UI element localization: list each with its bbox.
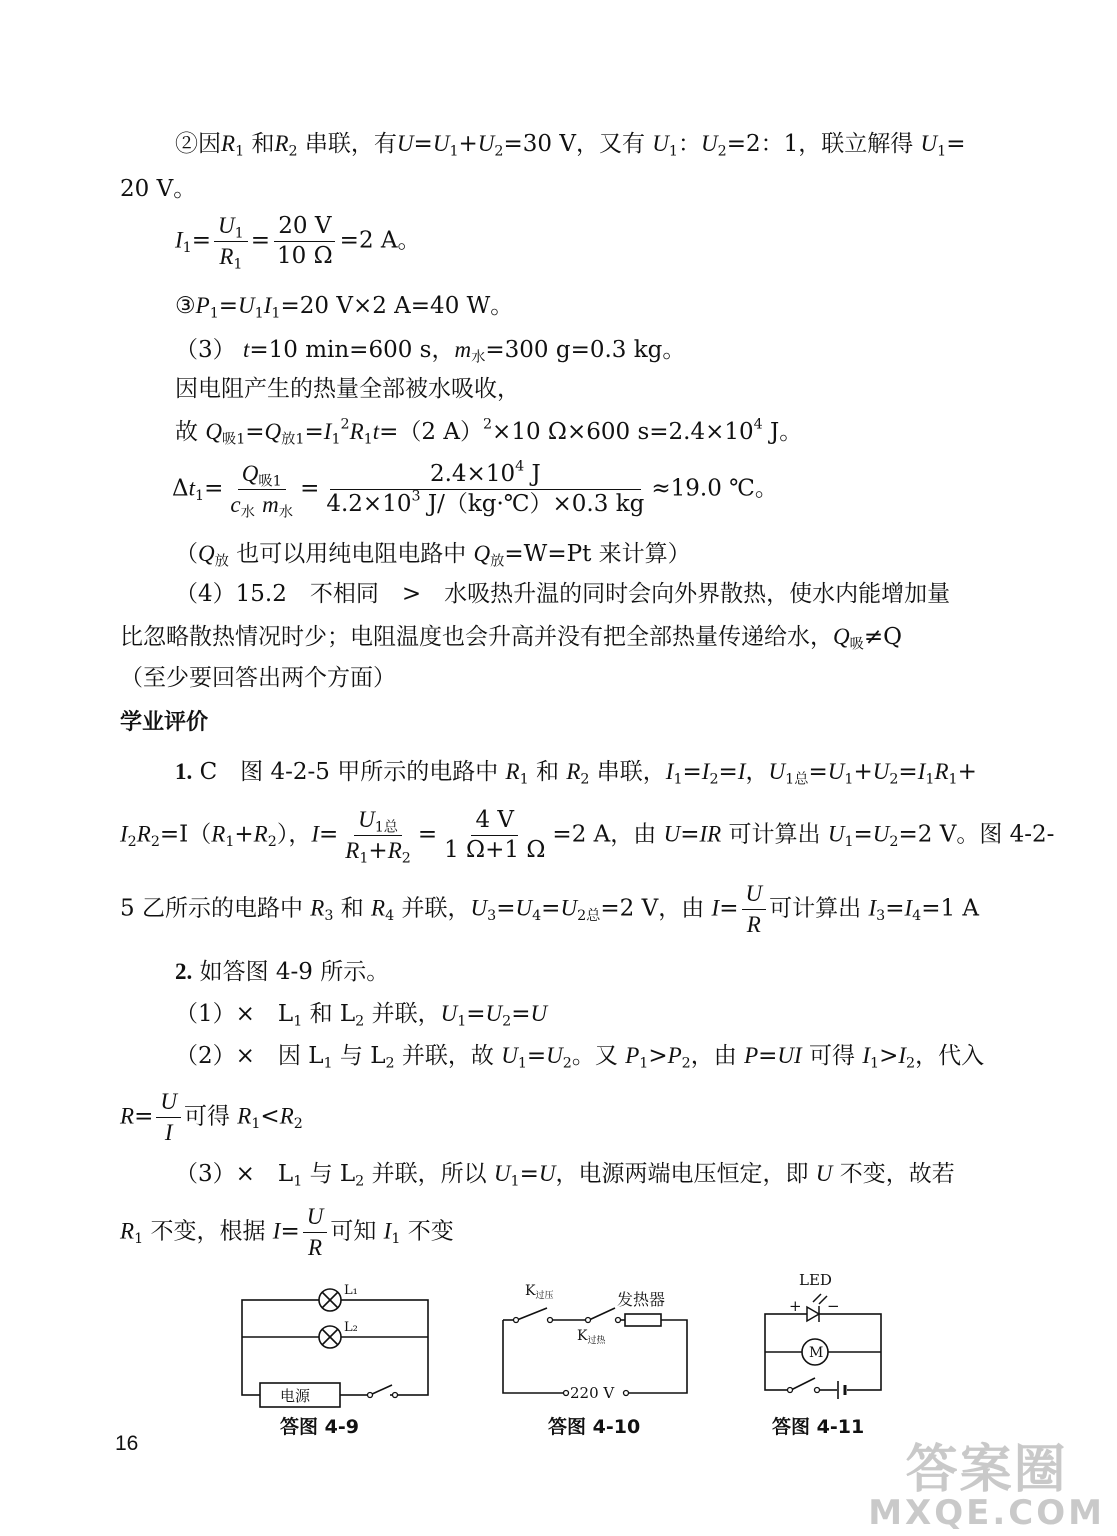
page-number: 16 <box>115 1432 139 1455</box>
q2-sub-2-line-1: （2）× 因 $L_1$ 与 $L_2$ 并联，故 $U_1=U_2$。又 $P_1>P_2$，由 P=UI 可得 $I_1>I_2$，代入 <box>175 1043 985 1072</box>
switch-k2-icon <box>589 1308 615 1320</box>
q2-sub-3-line-2: $R_1$ 不变，根据 I= $\frac{U}{R}$ 可知 $I_1$ 不变 <box>120 1204 454 1260</box>
circuit-figure-4-11 <box>755 1266 890 1411</box>
lamp-l1-label: L₁ <box>344 1283 358 1298</box>
watermark <box>868 1440 1105 1533</box>
watermark-top: 答案圈 <box>905 1440 1068 1500</box>
led-plus-label: + <box>789 1297 802 1315</box>
led-label: LED <box>799 1271 832 1289</box>
switch-k1-icon <box>517 1308 547 1320</box>
q2-sub-1: （1）× $L_1$ 和 $L_2$ 并联，$U_1=U_2=U$ <box>175 1001 548 1030</box>
section-title: 学业评价 <box>120 710 209 735</box>
line-6: 因电阻产生的热量全部被水吸收， <box>175 376 520 402</box>
circuit-figure-4-9 <box>230 1280 440 1410</box>
power-source-label: 电源 <box>280 1387 311 1405</box>
fraction: $\frac{20 V}{10 \Omega}$ <box>273 215 337 268</box>
line-11: 比忽略散热情况时少；电阻温度也会升高并没有把全部热量传递给水，$Q_吸\ne Q$ <box>120 624 903 653</box>
led-icon <box>807 1294 827 1322</box>
line-9: （$Q_放$ 也可以用纯电阻电路中 $Q_放=W=Pt$ 来计算） <box>175 541 691 570</box>
heater-label: 发热器 <box>617 1290 666 1309</box>
line-2: 20 V。 <box>120 176 197 202</box>
fraction: $\frac{U}{R}$ <box>303 1205 328 1260</box>
line-10: （4）15.2 不相同 > 水吸热升温的同时会向外界散热，使水内能增加量 <box>175 581 951 607</box>
line-4: $③P_1=U_1I_1=20$ V×2 A=40 W。 <box>175 293 514 322</box>
switch-icon <box>791 1378 815 1390</box>
heater-resistor-icon <box>625 1314 661 1326</box>
watermark-bottom: MXQE.COM <box>868 1493 1105 1533</box>
fraction: $\frac{Q_{吸1}}{c_水 m_水}$ <box>230 461 294 521</box>
q1-line-3: 5 乙所示的电路中 $R_3$ 和 $R_4$ 并联，$U_3=U_4=U_{2总}=2$ V，由 I= $\frac{U}{R}$ 可计算出 $I_3=I_4=1$ A <box>120 881 980 937</box>
voltage-label: 220 V <box>570 1384 615 1402</box>
line-1: ②因$R_1$ 和$R_2$ 串联，有$U=U_1+U_2=30$ V，又有 $U_1$：$U_2=2$：1，联立解得 $U_1=$ <box>175 131 966 160</box>
fraction: $\frac{U}{R}$ <box>742 882 767 937</box>
line-3: $I_1=$ $\frac{U_1}{R_1}$ = $\frac{20 V}{10 \Omega}$ =2 A。 <box>175 213 421 273</box>
line-12: （至少要回答出两个方面） <box>120 665 396 691</box>
switch-k2-label: $K_{过热}$ <box>577 1328 606 1346</box>
circuit-figure-4-10 <box>495 1278 700 1410</box>
fraction: $\frac{2.4\times 10^4 J}{4.2\times 10^3 J/(kg\cdot℃)\times 0.3 kg}$ <box>326 458 645 517</box>
line-7: 故 $Q_{吸1}=Q_{放1}=I_1^2R_1t=(2$ A）$^2$×10 Ω×600 $s=2.4\times 10^4$ J。 <box>175 416 803 448</box>
fraction: $\frac{U_1}{R_1}$ <box>214 214 248 269</box>
line-5: （3） t=10 min=600 s，$m_水=300$ g=0.3 kg。 <box>175 337 686 366</box>
lamp-l2-label: L₂ <box>344 1320 358 1335</box>
line-8: $\Delta t_1=$ $\frac{Q_{吸1}}{c_水 m_水}$ = $\frac{2.4\times 10^4 J}{4.2\times 10^3 J/(kg\cdot℃)\times 0.3 kg}$ ≈19.0 ℃。 <box>172 458 778 521</box>
q2-sub-2-line-2: R= $\frac{U}{I}$ 可得 $R_1<R_2$ <box>120 1089 303 1145</box>
caption-figure-4-10: 答图 4-10 <box>548 1416 641 1438</box>
switch-k1-label: $K_{过压}$ <box>525 1283 554 1301</box>
caption-figure-4-9: 答图 4-9 <box>280 1416 359 1438</box>
fraction: $\frac{U}{I}$ <box>156 1090 181 1145</box>
q2-intro: 2. 如答图 4-9 所示。 <box>175 959 390 985</box>
q2-sub-3-line-1: （3）× $L_1$ 与 $L_2$ 并联，所以 $U_1=U$，电源两端电压恒定，即 U 不变，故若 <box>175 1161 955 1190</box>
fraction: $\frac{U_{1总}}{R_1+R_2}$ <box>345 807 411 867</box>
q1-line-2: $I_2R_2=I(R_1+R_2)$，I= $\frac{U_{1总}}{R_1+R_2}$ = $\frac{4 V}{1 \Omega+1 \Omega}$ =2 A，由 U=IR 可计算出 $U_1=U_2=2$ V。图 4-2- <box>120 807 1055 867</box>
q1-line-1: 1. C 图 4-2-5 甲所示的电路中 $R_1$ 和 $R_2$ 串联，$I_1=I_2=I$，$U_{1总}=U_1+U_2=I_1R_1+$ <box>175 759 977 788</box>
fraction: $\frac{4 V}{1 \Omega+1 \Omega}$ <box>444 807 546 863</box>
motor-label: M <box>809 1345 824 1361</box>
led-minus-label: − <box>827 1297 840 1315</box>
caption-figure-4-11: 答图 4-11 <box>772 1416 865 1438</box>
